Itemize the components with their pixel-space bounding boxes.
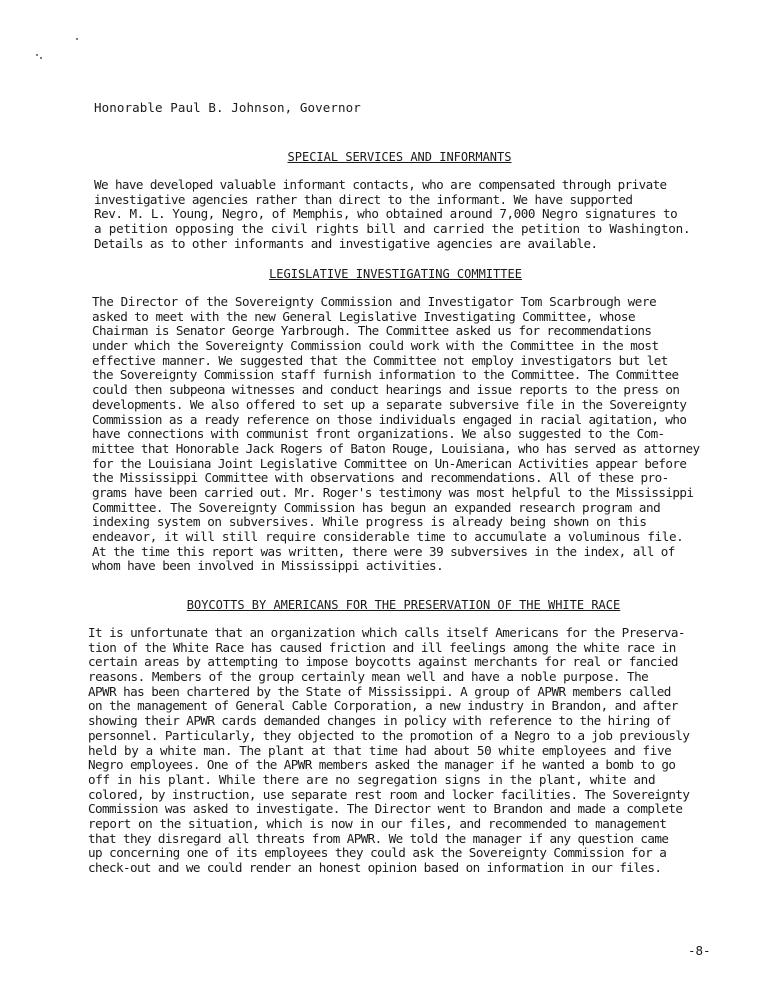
body-line: reasons. Members of the group certainly mean well and have a noble purpose. The [88, 669, 649, 685]
body-line: check-out and we could render an honest opinion based on information in our files. [88, 860, 662, 875]
body-line: showing their APWR cards demanded changes in policy with reference to the hiring of [88, 713, 671, 729]
section-heading-special-services: SPECIAL SERVICES AND INFORMANTS [287, 150, 512, 164]
body-line: that they disregard all threats from APWR. We told the manager if any question came [88, 830, 669, 846]
body-line: grams have been carried out. Mr. Roger's testimony was most helpful to the Mississippi [92, 484, 694, 500]
body-line: off in his plant. While there are no segregation signs in the plant, white and [88, 771, 656, 787]
body-line: colored, by instruction, use separate rest room and locker facilities. The Sovereignty [88, 786, 690, 802]
body-line: At the time this report was written, there were 39 subversives in the index, all of [92, 543, 675, 559]
body-line: Negro employees. One of the APWR members asked the manager if he wanted a bomb to go [88, 757, 676, 773]
section-body-special-services [94, 178, 690, 251]
body-line: held by a white man. The plant at that time had about 50 white employees and five [88, 742, 672, 758]
body-line: Rev. M. L. Young, Negro, of Memphis, who obtained around 7,000 Negro signatures to [94, 206, 678, 222]
paper-speck [76, 38, 78, 40]
body-line: certain areas by attempting to impose boycotts against merchants for real or fancied [88, 654, 678, 670]
body-line: effective manner. We suggested that the Committee not employ investigators but let [92, 352, 668, 368]
body-line: The Director of the Sovereignty Commission and Investigator Tom Scarbrough were [92, 294, 657, 309]
body-line: could then subpeona witnesses and conduct hearings and issue reports to the press on [92, 382, 680, 398]
body-line: tion of the White Race has caused friction and ill feelings among the white race in [88, 639, 676, 655]
body-line: for the Louisiana Joint Legislative Committee on Un-American Activities appear before [92, 455, 687, 471]
body-line: mittee that Honorable Jack Rogers of Baton Rouge, Louisiana, who has served as attorney [92, 440, 700, 456]
body-line: whom have been involved in Mississippi activities. [92, 558, 444, 574]
body-line: APWR has been chartered by the State of Mississippi. A group of APWR members called [88, 683, 671, 699]
body-line: indexing system on subversives. While progress is already being shown on this [92, 514, 647, 530]
body-line: under which the Sovereignty Commission could work with the Committee in the most [92, 338, 659, 354]
body-line: Details as to other informants and investigative agencies are available. [94, 235, 598, 251]
body-line: report on the situation, which is now in our files, and recommended to management [88, 815, 667, 831]
body-line: endeavor, it will still require considerable time to accumulate a voluminous file. [92, 529, 684, 544]
body-line: have connections with communist front organizations. We also suggested to the Com- [92, 426, 665, 442]
body-line: Commission was asked to investigate. The Director went to Brandon and made a complete [88, 801, 683, 817]
body-line: the Mississippi Committee with observations and recommendations. All of these pro- [92, 470, 669, 486]
section-body-legislative-committee [92, 295, 699, 574]
body-line: It is unfortunate that an organization which calls itself Americans for the Preserva- [88, 625, 685, 640]
section-heading-legislative-committee: LEGISLATIVE INVESTIGATING COMMITTEE [269, 267, 522, 281]
body-line: Commission as a ready reference on those individuals engaged in racial agitation, who [92, 411, 687, 427]
page-number: -8- [688, 943, 711, 958]
body-line: We have developed valuable informant contacts, who are compensated through private [94, 177, 667, 192]
body-line: personnel. Particularly, they objected to the promotion of a Negro to a job previously [88, 727, 690, 743]
body-line: Chairman is Senator George Yarbrough. The Committee asked us for recommendations [92, 323, 652, 339]
body-line: investigative agencies rather than direct to the informant. We have supported [94, 191, 633, 207]
addressee-line: Honorable Paul B. Johnson, Governor [94, 100, 361, 115]
body-line: developments. We also offered to set up a separate subversive file in the Sovereignty [92, 396, 687, 412]
section-heading-boycotts: BOYCOTTS BY AMERICANS FOR THE PRESERVATION OF THE WHITE RACE [186, 598, 621, 612]
section-body-boycotts [88, 626, 689, 876]
body-line: up concerning one of its employees they could ask the Sovereignty Commission for a [88, 845, 667, 861]
paper-speck [40, 57, 42, 59]
paper-speck [36, 54, 38, 56]
body-line: asked to meet with the new General Legislative Investigating Committee, whose [92, 308, 636, 324]
body-line: the Sovereignty Commission staff furnish information to the Committee. The Committee [92, 367, 679, 383]
body-line: Committee. The Sovereignty Commission has begun an expanded research program and [92, 499, 661, 515]
body-line: on the management of General Cable Corporation, a new industry in Brandon, and after [88, 698, 678, 714]
body-line: a petition opposing the civil rights bill and carried the petition to Washington. [94, 221, 691, 237]
